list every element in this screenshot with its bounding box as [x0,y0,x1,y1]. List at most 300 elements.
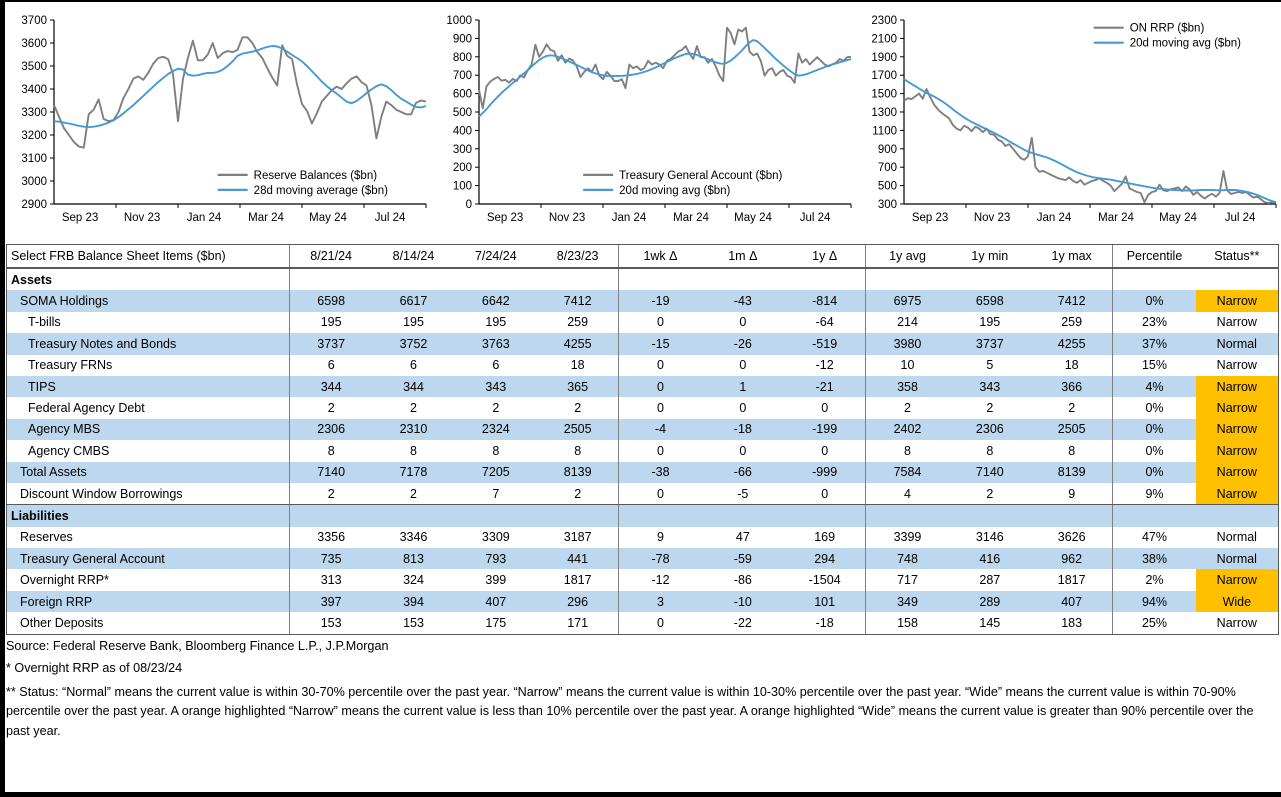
value-cell [866,505,948,526]
column-header: 1m Δ [728,249,758,263]
value-cell: 5 [986,358,994,373]
value-cell: -15 [651,336,670,351]
svg-text:Jul 24: Jul 24 [374,212,406,224]
value-cell [290,269,372,290]
value-cell [455,269,537,290]
value-cell: 324 [403,573,424,588]
value-cell: 8 [904,443,911,458]
status-cell: Narrow [1196,419,1278,440]
value-cell: 7412 [537,290,619,311]
value-cell: 2 [410,486,417,501]
value-cell: 0 [657,443,664,458]
value-cell [866,269,948,290]
value-cell: -10 [733,594,752,609]
value-cell: 717 [897,573,918,588]
value-cell [619,269,701,290]
table-header-row [7,245,1278,268]
value-cell: 0 [784,440,866,461]
svg-text:700: 700 [877,162,897,175]
status-definition-footnote: ** Status: “Normal” means the current value is within 30-70% percentile over the past year. “Narrow” means the current value is within 10-30% percentile over the past year. “Wide” means the current value is within 70-90% percentile over the past year. A orange highlighted “Narrow” means the current value is less than 10% percentile over the past year. A orange highlighted “Wide” means the current value is greater than 90% percentile over the past year. [6,684,1254,738]
value-cell [372,269,454,290]
value-cell: 153 [320,615,342,630]
value-cell: 18 [1031,355,1113,376]
value-cell: -38 [651,465,670,480]
percentile-cell: 9% [1145,486,1164,501]
overnight-rrp-footnote: * Overnight RRP as of 08/23/24 [6,660,183,675]
value-cell: -59 [733,551,752,566]
percentile-cell: 0% [1145,294,1164,309]
svg-text:Sep 23: Sep 23 [61,212,99,224]
column-header: 1y min [971,249,1009,263]
value-cell: -5 [737,486,749,501]
value-cell: 259 [537,312,619,333]
value-cell: 175 [485,615,507,630]
treasury-general-account-chart [433,6,856,238]
value-cell: 8139 [1031,462,1113,483]
value-cell: 0 [657,315,664,330]
percentile-cell: 0% [1145,422,1164,437]
value-cell: 2 [986,486,994,501]
value-cell: 7178 [399,465,428,480]
value-cell: 3 [657,594,664,609]
value-cell: 366 [1031,376,1113,397]
percentile-cell: 0% [1145,465,1164,480]
table-row [7,527,1278,548]
value-cell: 8 [410,443,417,458]
value-cell: 2 [410,401,417,416]
value-cell: -78 [651,551,670,566]
svg-text:2100: 2100 [871,33,897,46]
value-cell: -26 [733,336,752,351]
value-cell: 0 [657,615,664,630]
value-cell [949,505,1031,526]
column-header: Status** [1214,249,1260,263]
percentile-cell [1113,505,1195,526]
value-cell: 8 [492,443,500,458]
value-cell: -4 [654,422,667,437]
status-cell: Narrow [1216,615,1257,630]
value-cell: 7140 [975,465,1004,480]
row-label: T-bills [7,312,290,333]
value-cell: 47 [735,530,750,545]
table-row [7,483,1278,504]
svg-text:May 24: May 24 [734,212,772,224]
value-cell: 6642 [481,294,510,309]
value-cell: 6 [410,358,417,373]
percentile-cell: 2% [1145,573,1164,588]
value-cell: 8 [327,443,335,458]
value-cell [702,269,784,290]
svg-text:Treasury General Account ($bn): Treasury General Account ($bn) [619,169,783,182]
value-cell: 4255 [1031,333,1113,354]
value-cell: 0 [784,397,866,418]
source-line: Source: Federal Reserve Bank, Bloomberg Finance L.P., J.P.Morgan [6,638,389,653]
svg-text:1700: 1700 [871,70,897,83]
svg-text:Jul 24: Jul 24 [799,212,831,224]
svg-text:Nov 23: Nov 23 [973,212,1011,224]
row-label: SOMA Holdings [7,290,290,311]
value-cell: 7412 [1031,290,1113,311]
value-cell: 6975 [893,294,922,309]
value-cell: 358 [897,379,918,394]
svg-text:300: 300 [452,143,472,156]
svg-text:Mar 24: Mar 24 [1098,212,1134,224]
value-cell: 813 [403,551,424,566]
reserve-balances-chart [8,6,431,238]
row-label: Treasury Notes and Bonds [7,333,290,354]
value-cell: 171 [537,612,619,633]
value-cell [537,269,619,290]
value-cell: 195 [485,315,507,330]
value-cell [1031,505,1113,526]
value-cell: 6 [327,358,335,373]
row-label: Total Assets [7,462,290,483]
value-cell: 3626 [1031,527,1113,548]
svg-text:800: 800 [452,51,472,64]
percentile-cell: 23% [1141,315,1167,330]
value-cell: 0 [784,483,866,504]
value-cell: 0 [739,358,747,373]
percentile-cell: 15% [1141,358,1167,373]
value-cell: 8 [1031,440,1113,461]
value-cell: 8 [537,440,619,461]
svg-text:500: 500 [877,180,897,193]
on-rrp-chart [858,6,1281,238]
value-cell [455,505,537,526]
svg-text:Jan 24: Jan 24 [186,212,222,224]
svg-text:600: 600 [452,88,472,101]
value-cell: 3346 [399,530,428,545]
value-cell: 407 [1031,591,1113,612]
svg-text:500: 500 [452,107,472,119]
status-cell: Wide [1196,591,1278,612]
value-cell: 735 [320,551,342,566]
value-cell: 344 [320,379,342,394]
svg-text:1500: 1500 [871,88,897,101]
page-top-border [0,0,1281,2]
svg-text:3000: 3000 [21,176,47,188]
row-label: Discount Window Borrowings [7,483,290,504]
svg-text:3600: 3600 [21,38,47,50]
svg-text:2300: 2300 [871,15,897,27]
value-cell [784,505,866,526]
svg-text:May 24: May 24 [309,212,347,224]
value-cell [702,505,784,526]
column-header: 8/14/24 [392,249,435,263]
status-cell: Narrow [1196,440,1278,461]
value-cell: 169 [784,527,866,548]
value-cell: -66 [733,465,752,480]
svg-text:1900: 1900 [871,51,897,64]
value-cell: 2 [327,486,335,501]
value-cell [1031,269,1113,290]
svg-text:Jan 24: Jan 24 [611,212,647,224]
percentile-cell: 38% [1141,551,1167,566]
row-label: Other Deposits [7,612,290,633]
value-cell: 0 [739,401,747,416]
value-cell: 9 [1031,483,1113,504]
value-cell: 2402 [893,422,922,437]
value-cell: 3187 [537,527,619,548]
percentile-cell: 4% [1145,379,1164,394]
value-cell: 153 [403,615,424,630]
status-cell: Narrow [1196,483,1278,504]
svg-text:28d moving average ($bn): 28d moving average ($bn) [253,184,388,197]
value-cell: 158 [897,615,918,630]
value-cell: -199 [784,419,866,440]
svg-text:Nov 23: Nov 23 [123,212,161,224]
svg-text:1000: 1000 [446,15,472,27]
value-cell: 0 [657,379,664,394]
value-cell: 3309 [481,530,510,545]
svg-text:3700: 3700 [21,15,47,27]
value-cell: 7 [492,486,500,501]
value-cell: 3737 [317,336,346,351]
status-cell: Narrow [1196,376,1278,397]
percentile-cell: 25% [1141,615,1167,630]
value-cell: 289 [979,594,1001,609]
svg-text:900: 900 [877,143,897,156]
column-header: 8/21/24 [310,249,353,263]
value-cell: 416 [979,551,1001,566]
value-cell: -999 [784,462,866,483]
svg-text:3400: 3400 [21,84,47,96]
svg-text:Jan 24: Jan 24 [1036,212,1072,224]
value-cell: 7584 [893,465,922,480]
svg-text:May 24: May 24 [1159,212,1197,224]
value-cell: 0 [657,358,664,373]
column-header: 7/24/24 [474,249,517,263]
value-cell [537,505,619,526]
svg-text:Jul 24: Jul 24 [1224,212,1256,224]
svg-text:Sep 23: Sep 23 [486,212,524,224]
footnotes [6,635,1281,742]
value-cell: 2 [537,483,619,504]
column-header: Percentile [1126,249,1183,263]
value-cell: 8 [986,443,994,458]
status-cell: Normal [1216,336,1257,351]
value-cell: 2306 [317,422,346,437]
value-cell [290,505,372,526]
value-cell: 3763 [481,336,510,351]
value-cell: 7205 [481,465,510,480]
value-cell: 397 [320,594,342,609]
value-cell: 349 [897,594,918,609]
value-cell: 195 [979,315,1001,330]
svg-text:ON RRP ($bn): ON RRP ($bn) [1129,22,1205,35]
value-cell: 3980 [893,336,922,351]
svg-text:Sep 23: Sep 23 [911,212,949,224]
value-cell: 407 [485,594,507,609]
value-cell: 441 [537,548,619,569]
value-cell: 2310 [399,422,428,437]
status-cell [1196,269,1278,290]
value-cell [949,269,1031,290]
value-cell: 3737 [975,336,1004,351]
value-cell: 2 [537,397,619,418]
row-label: Treasury FRNs [7,355,290,376]
value-cell: 748 [897,551,918,566]
row-label: Assets [7,269,290,290]
row-label: Liabilities [7,505,290,526]
value-cell: 1 [739,379,747,394]
value-cell: 2 [492,401,500,416]
value-cell: -19 [651,294,670,309]
value-cell: 195 [403,315,424,330]
svg-text:200: 200 [452,162,472,175]
value-cell: 3356 [317,530,346,545]
status-cell: Normal [1216,551,1257,566]
row-label: Reserves [7,527,290,548]
value-cell: 4255 [537,333,619,354]
svg-text:300: 300 [877,199,897,211]
svg-text:Reserve Balances ($bn): Reserve Balances ($bn) [253,169,378,182]
value-cell: -12 [651,573,670,588]
value-cell: 6 [492,358,500,373]
value-cell: 344 [403,379,424,394]
svg-text:20d moving avg ($bn): 20d moving avg ($bn) [1129,37,1241,50]
value-cell: 0 [657,401,664,416]
value-cell: 2306 [975,422,1004,437]
value-cell: 0 [657,486,664,501]
status-cell: Narrow [1196,569,1278,590]
table-row [7,591,1278,612]
value-cell: 793 [485,551,507,566]
value-cell: 2 [904,401,911,416]
value-cell: -64 [784,312,866,333]
value-cell: 145 [979,615,1001,630]
column-header: 1y Δ [784,245,866,267]
table-row [7,612,1278,633]
value-cell: 101 [784,591,866,612]
section-row [7,504,1278,526]
status-cell: Narrow [1196,397,1278,418]
value-cell: 195 [320,315,342,330]
svg-text:100: 100 [452,180,472,193]
svg-text:2900: 2900 [21,199,47,211]
balance-sheet-table [6,244,1279,635]
value-cell: 2505 [537,419,619,440]
status-cell [1196,505,1278,526]
svg-text:1100: 1100 [872,125,897,138]
svg-text:Mar 24: Mar 24 [248,212,284,224]
value-cell: 343 [979,379,1001,394]
charts-row [0,0,1281,238]
percentile-cell: 37% [1141,336,1167,351]
value-cell: 365 [537,376,619,397]
table-row [7,440,1278,461]
value-cell: -22 [733,615,752,630]
value-cell: 287 [979,573,1001,588]
value-cell: 3752 [399,336,428,351]
value-cell: -519 [784,333,866,354]
column-header: 8/23/23 [537,245,619,267]
value-cell: 0 [739,315,747,330]
column-header: 1y max [1031,245,1113,267]
value-cell: 1817 [1031,569,1113,590]
table-row [7,397,1278,418]
value-cell: 259 [1031,312,1113,333]
value-cell: 2 [327,401,335,416]
value-cell: -18 [733,422,752,437]
svg-text:3300: 3300 [21,107,47,119]
value-cell: 399 [485,573,507,588]
value-cell: 6598 [317,294,346,309]
value-cell: -21 [784,376,866,397]
value-cell: 3399 [893,530,922,545]
status-cell: Normal [1216,530,1257,545]
percentile-cell [1113,269,1195,290]
value-cell: 4 [904,486,911,501]
table-row [7,548,1278,569]
svg-text:3200: 3200 [21,130,47,142]
value-cell: 10 [900,358,915,373]
svg-text:700: 700 [452,70,472,83]
value-cell: 6617 [399,294,428,309]
svg-text:900: 900 [452,33,472,46]
value-cell: 962 [1031,548,1113,569]
percentile-cell: 0% [1145,401,1164,416]
svg-text:3100: 3100 [21,153,47,165]
table-row [7,462,1278,483]
value-cell [372,505,454,526]
svg-text:Nov 23: Nov 23 [548,212,586,224]
value-cell: 8139 [537,462,619,483]
table-title: Select FRB Balance Sheet Items ($bn) [7,245,290,267]
status-cell: Narrow [1196,462,1278,483]
value-cell: 3146 [975,530,1004,545]
value-cell: 2324 [481,422,510,437]
svg-text:0: 0 [465,199,472,211]
value-cell: 9 [657,530,664,545]
section-row [7,268,1278,290]
value-cell: 1817 [537,569,619,590]
value-cell: 7140 [317,465,346,480]
value-cell [784,269,866,290]
value-cell: 0 [739,443,747,458]
status-cell: Narrow [1196,290,1278,311]
column-header: 1y avg [889,249,926,263]
page-left-border [0,0,5,797]
value-cell: 394 [403,594,424,609]
row-label: Federal Agency Debt [7,397,290,418]
svg-text:20d moving avg ($bn): 20d moving avg ($bn) [619,184,731,197]
column-header: 1wk Δ [643,249,678,263]
percentile-cell: 47% [1141,530,1167,545]
value-cell: -43 [733,294,752,309]
row-label: Agency CMBS [7,440,290,461]
svg-text:400: 400 [452,125,472,138]
value-cell: 343 [485,379,507,394]
table-row [7,569,1278,590]
value-cell: 2505 [1031,419,1113,440]
value-cell: -18 [784,612,866,633]
value-cell: 6598 [975,294,1004,309]
value-cell: -814 [784,290,866,311]
status-cell: Narrow [1216,358,1257,373]
value-cell: 2 [986,401,994,416]
percentile-cell: 0% [1145,443,1164,458]
table-row [7,290,1278,311]
value-cell: 313 [320,573,342,588]
row-label: Agency MBS [7,419,290,440]
svg-text:3500: 3500 [21,61,47,73]
value-cell: -12 [784,355,866,376]
value-cell: 296 [537,591,619,612]
percentile-cell: 94% [1141,594,1167,609]
value-cell [619,505,701,526]
value-cell: 214 [897,315,918,330]
